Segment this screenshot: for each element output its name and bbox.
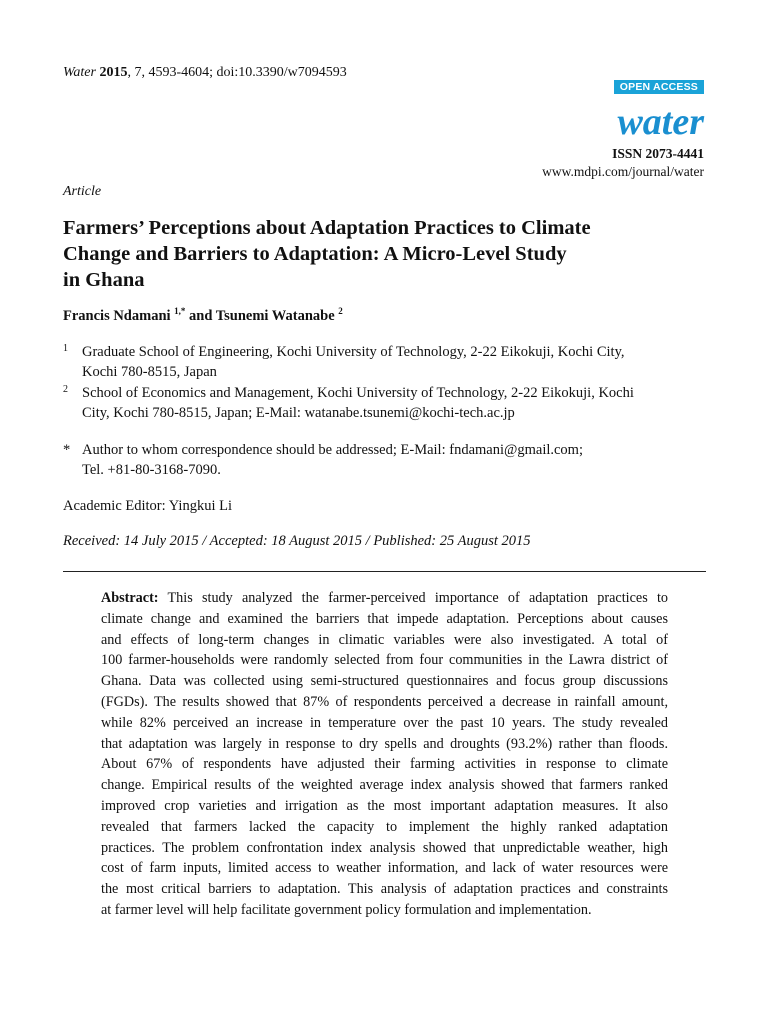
affiliation-line: Kochi 780-8515, Japan [82, 364, 217, 380]
citation-journal: Water [63, 65, 96, 80]
abstract-line: practices. The problem confrontation index analysis showed that unpredictable weather, high [101, 839, 668, 856]
correspondence-note [63, 440, 708, 480]
article-title [63, 215, 703, 293]
author-affiliation-mark: 2 [338, 306, 343, 316]
abstract-line [101, 588, 668, 609]
abstract [101, 588, 668, 921]
author-name: and Tsunemi Watanabe [185, 308, 335, 324]
author-list [63, 307, 343, 325]
abstract-line: revealed that farmers lacked the capacity to implement the highly ranked adaptation [101, 818, 668, 835]
abstract-line: 100 farmer-households were randomly selected from four communities in the Lawra district of [101, 652, 668, 669]
abstract-text: This study analyzed the farmer-perceived importance of adaptation practices to [158, 590, 668, 606]
abstract-label: Abstract: [101, 590, 159, 606]
abstract-line: About 67% of respondents have adjusted their farming activities in response to climate [101, 756, 668, 773]
abstract-line: improved crop varieties and irrigation as the most important adaptation measures. It also [101, 797, 668, 814]
publication-dates: Received: 14 July 2015 / Accepted: 18 August 2015 / Published: 25 August 2015 [63, 533, 531, 549]
abstract-line: at farmer level will help facilitate government policy formulation and implementation. [101, 901, 592, 918]
abstract-line: the most critical barriers to adaptation. This analysis of adaptation practices and constraints [101, 881, 668, 898]
title-line: Change and Barriers to Adaptation: A Micro-Level Study [63, 243, 567, 265]
affiliation-mark: 1 [63, 343, 68, 354]
abstract-line: climate change and examined the barriers that impede adaptation. Perceptions about causes [101, 610, 668, 627]
correspondence-mark: * [63, 442, 71, 458]
author-name: Francis Ndamani [63, 308, 171, 324]
citation-details: , 7, 4593-4604; doi:10.3390/w7094593 [127, 65, 347, 80]
affiliation [63, 383, 708, 423]
author-affiliation-mark: 1,* [174, 306, 186, 316]
abstract-line: Ghana. Data was collected using semi-structured questionnaires and focus group discussions [101, 673, 668, 690]
journal-logo: water [617, 101, 704, 143]
affiliation-line: Graduate School of Engineering, Kochi University of Technology, 2-22 Eikokuji, Kochi City, [82, 344, 625, 360]
affiliation-line: School of Economics and Management, Kochi University of Technology, 2-22 Eikokuji, Kochi [82, 385, 634, 401]
abstract-line: change. Empirical results of the weighted average index analysis showed that farmers ranked [101, 777, 668, 794]
article-type: Article [63, 184, 102, 199]
abstract-line: that adaptation was largely in response to dry spells and droughts (93.2%) rather than floods. [101, 735, 668, 752]
affiliation [63, 342, 708, 382]
citation-line [63, 64, 347, 82]
affiliation-mark: 2 [63, 384, 68, 395]
title-line: in Ghana [63, 269, 145, 291]
correspondence-line: Tel. +81-80-3168-7090. [82, 462, 221, 478]
title-line: Farmers’ Perceptions about Adaptation Practices to Climate [63, 217, 591, 239]
abstract-line: while 82% perceived an increase in temperature over the past 10 years. The study revealed [101, 714, 668, 731]
academic-editor: Academic Editor: Yingkui Li [63, 498, 232, 514]
open-access-badge: OPEN ACCESS [614, 80, 704, 94]
issn: ISSN 2073-4441 [612, 146, 704, 161]
abstract-line: (FGDs). The results showed that 87% of respondents perceived a decrease in rainfall amount, [101, 693, 668, 710]
citation-year: 2015 [99, 65, 128, 80]
abstract-line: cost of farm inputs, limited access to weather information, and lack of water resources were [101, 860, 668, 877]
correspondence-line[interactable]: Author to whom correspondence should be addressed; E-Mail: fndamani@gmail.com; [82, 442, 583, 458]
divider [63, 571, 706, 572]
abstract-line: and effects of long-term changes in climatic variables were also investigated. A total of [101, 631, 668, 648]
affiliation-line[interactable]: City, Kochi 780-8515, Japan; E-Mail: watanabe.tsunemi@kochi-tech.ac.jp [82, 405, 515, 421]
journal-url[interactable]: www.mdpi.com/journal/water [542, 164, 704, 179]
